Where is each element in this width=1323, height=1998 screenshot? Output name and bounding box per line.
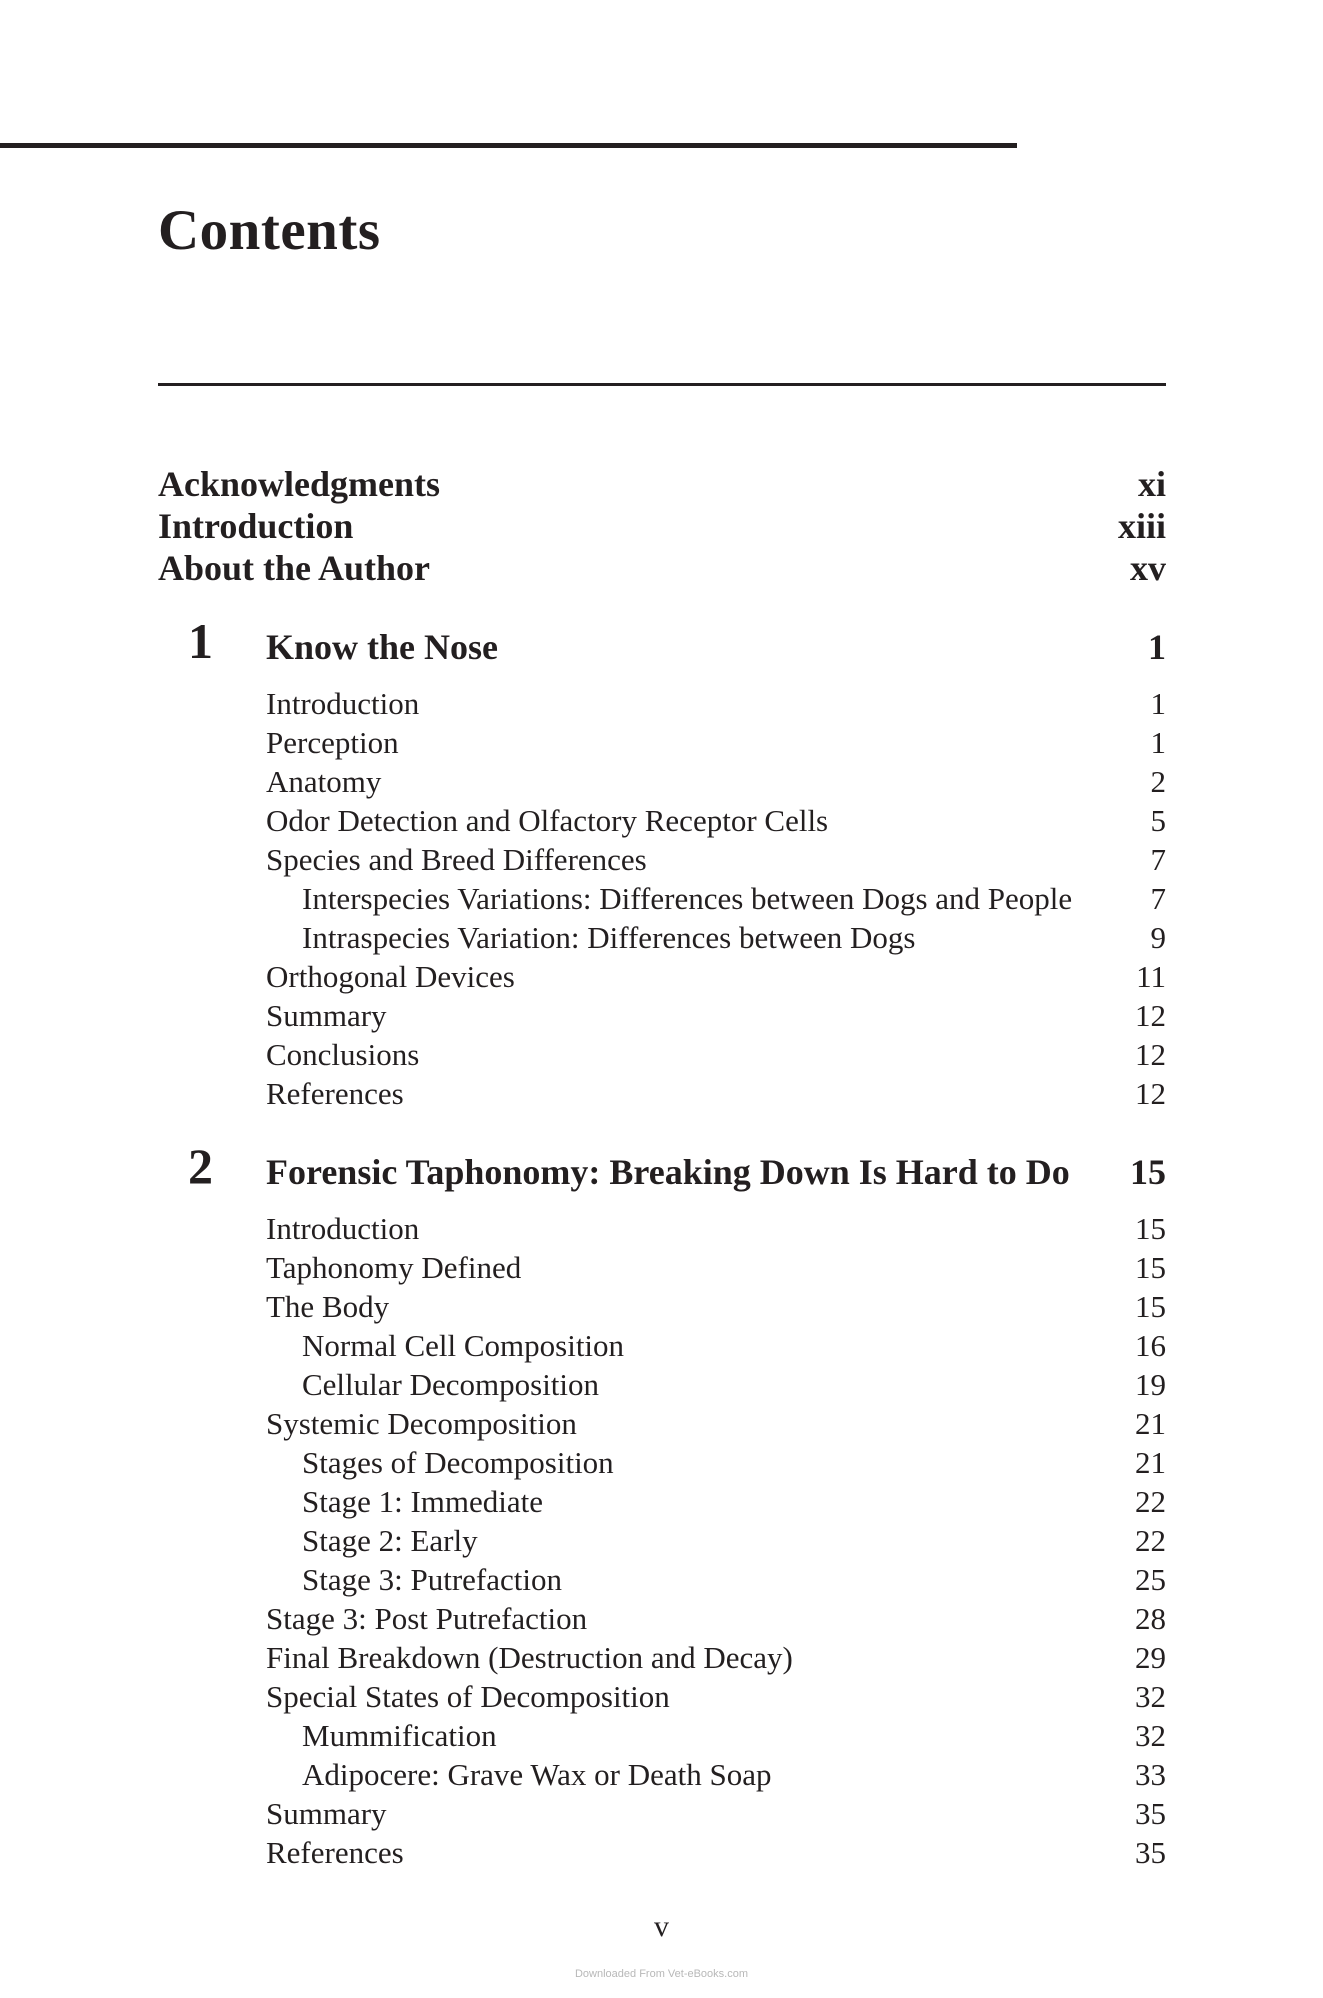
toc-entry-page: 25 [1135, 1562, 1166, 1597]
toc-entry-label: Interspecies Variations: Differences between Dogs and People [302, 881, 1073, 916]
toc-entry-label: References [266, 1835, 404, 1870]
toc-entry-page: 21 [1135, 1445, 1166, 1480]
toc-entry-label: Summary [266, 998, 387, 1033]
toc-entry-label: Perception [266, 725, 399, 760]
toc-entry-page: 19 [1135, 1367, 1166, 1402]
toc-entry-label: Summary [266, 1796, 387, 1831]
toc-entry-page: 21 [1135, 1406, 1166, 1441]
chapter-heading[interactable] [158, 610, 1166, 672]
footer-watermark: Downloaded From Vet-eBooks.com [574, 1968, 749, 1980]
front-matter-page: xi [1137, 464, 1166, 504]
chapter-heading[interactable] [158, 1135, 1166, 1197]
front-matter-item[interactable] [158, 463, 1166, 505]
chapter-page: 1 [1148, 627, 1166, 667]
toc-entry-label: Odor Detection and Olfactory Receptor Cells [266, 803, 829, 838]
toc-entry-label: Introduction [266, 686, 420, 721]
toc-entry[interactable] [158, 684, 1166, 723]
toc-subentry[interactable] [158, 1326, 1166, 1365]
chapter-title: Know the Nose [266, 627, 498, 667]
toc-subentry[interactable] [158, 1365, 1166, 1404]
toc-subentry[interactable] [158, 1443, 1166, 1482]
toc-entry[interactable] [158, 1209, 1166, 1248]
toc-subentry[interactable] [158, 918, 1166, 957]
toc-entry-label: Stages of Decomposition [302, 1445, 614, 1480]
toc-entry-page: 35 [1135, 1835, 1166, 1870]
toc-entry-label: Stage 3: Post Putrefaction [266, 1601, 588, 1636]
front-matter-label: About the Author [158, 548, 431, 588]
toc-entry[interactable] [158, 1248, 1166, 1287]
toc-entry-label: Introduction [266, 1211, 420, 1246]
toc-entry-page: 29 [1135, 1640, 1166, 1675]
toc-entry[interactable] [158, 1638, 1166, 1677]
toc-entry-page: 28 [1135, 1601, 1166, 1636]
chapter-page: 15 [1130, 1152, 1166, 1192]
toc-entry[interactable] [158, 1677, 1166, 1716]
toc-entry[interactable] [158, 840, 1166, 879]
toc-entry[interactable] [158, 957, 1166, 996]
toc-subentry[interactable] [158, 1755, 1166, 1794]
toc-entry-page: 12 [1135, 1037, 1166, 1072]
toc-entry[interactable] [158, 1833, 1166, 1872]
toc-entry-page: 22 [1135, 1484, 1166, 1519]
chapter-title: Forensic Taphonomy: Breaking Down Is Hard to Do [266, 1152, 1070, 1192]
toc-entry[interactable] [158, 1074, 1166, 1113]
chapter-entries [158, 1209, 1166, 1872]
chapter-entries [158, 684, 1166, 1113]
toc-entry-page: 22 [1135, 1523, 1166, 1558]
toc-entry-label: Intraspecies Variation: Differences between Dogs [302, 920, 916, 955]
toc-entry-page: 7 [1150, 881, 1166, 916]
toc-entry-label: Mummification [302, 1718, 497, 1753]
chapter-number: 1 [188, 613, 213, 669]
toc-subentry[interactable] [158, 879, 1166, 918]
toc-subentry[interactable] [158, 1521, 1166, 1560]
page-title: Contents [158, 199, 381, 262]
toc-subentry[interactable] [158, 1716, 1166, 1755]
toc-entry-label: Final Breakdown (Destruction and Decay) [266, 1640, 793, 1675]
toc-entry-label: Anatomy [266, 764, 382, 799]
toc-entry-label: Cellular Decomposition [302, 1367, 600, 1402]
top-rule [0, 143, 1017, 148]
front-matter-list [158, 463, 1166, 589]
toc-entry[interactable] [158, 723, 1166, 762]
toc-entry-page: 1 [1150, 686, 1166, 721]
toc-entry-label: Taphonomy Defined [266, 1250, 522, 1285]
toc-entry-page: 35 [1135, 1796, 1166, 1831]
toc-entry-label: Systemic Decomposition [266, 1406, 577, 1441]
toc-entry-label: Normal Cell Composition [302, 1328, 625, 1363]
toc-entry-label: Stage 1: Immediate [302, 1484, 544, 1519]
toc-entry-page: 33 [1135, 1757, 1166, 1792]
toc-entry-page: 9 [1150, 920, 1166, 955]
toc-entry[interactable] [158, 1599, 1166, 1638]
toc-entry-page: 16 [1135, 1328, 1166, 1363]
toc-entry-page: 12 [1135, 1076, 1166, 1111]
toc-entry-label: Special States of Decomposition [266, 1679, 670, 1714]
toc-entry-page: 2 [1150, 764, 1166, 799]
toc-entry[interactable] [158, 996, 1166, 1035]
page-number: v [654, 1910, 669, 1943]
title-rule [158, 383, 1166, 386]
toc-entry-page: 12 [1135, 998, 1166, 1033]
toc-entry-page: 32 [1135, 1679, 1166, 1714]
front-matter-page: xiii [1117, 506, 1166, 546]
toc-entry-label: Conclusions [266, 1037, 420, 1072]
front-matter-page: xv [1130, 548, 1166, 588]
toc-entry-page: 5 [1150, 803, 1166, 838]
chapter-number: 2 [188, 1138, 213, 1194]
toc-entry-label: The Body [266, 1289, 390, 1324]
front-matter-item[interactable] [158, 505, 1166, 547]
toc-entry-page: 11 [1136, 959, 1166, 994]
toc-entry[interactable] [158, 762, 1166, 801]
toc-entry-page: 15 [1135, 1289, 1166, 1324]
toc-entry-page: 15 [1135, 1250, 1166, 1285]
toc-entry-label: Species and Breed Differences [266, 842, 647, 877]
front-matter-label: Introduction [158, 506, 354, 546]
toc-subentry[interactable] [158, 1560, 1166, 1599]
toc-subentry[interactable] [158, 1482, 1166, 1521]
toc-entry-label: Stage 2: Early [302, 1523, 478, 1558]
front-matter-label: Acknowledgments [158, 464, 441, 504]
chapter-section [158, 1135, 1166, 1872]
toc-entry[interactable] [158, 1287, 1166, 1326]
toc-entry-label: References [266, 1076, 404, 1111]
toc-entry[interactable] [158, 1794, 1166, 1833]
chapter-section [158, 610, 1166, 1113]
toc-entry[interactable] [158, 801, 1166, 840]
toc-entry-page: 32 [1135, 1718, 1166, 1753]
toc-entry-page: 1 [1150, 725, 1166, 760]
toc-entry[interactable] [158, 1035, 1166, 1074]
front-matter-item[interactable] [158, 547, 1166, 589]
toc-entry-label: Orthogonal Devices [266, 959, 515, 994]
toc-entry-page: 15 [1135, 1211, 1166, 1246]
toc-entry[interactable] [158, 1404, 1166, 1443]
toc-entry-label: Adipocere: Grave Wax or Death Soap [302, 1757, 772, 1792]
toc-entry-page: 7 [1150, 842, 1166, 877]
toc-entry-label: Stage 3: Putrefaction [302, 1562, 562, 1597]
